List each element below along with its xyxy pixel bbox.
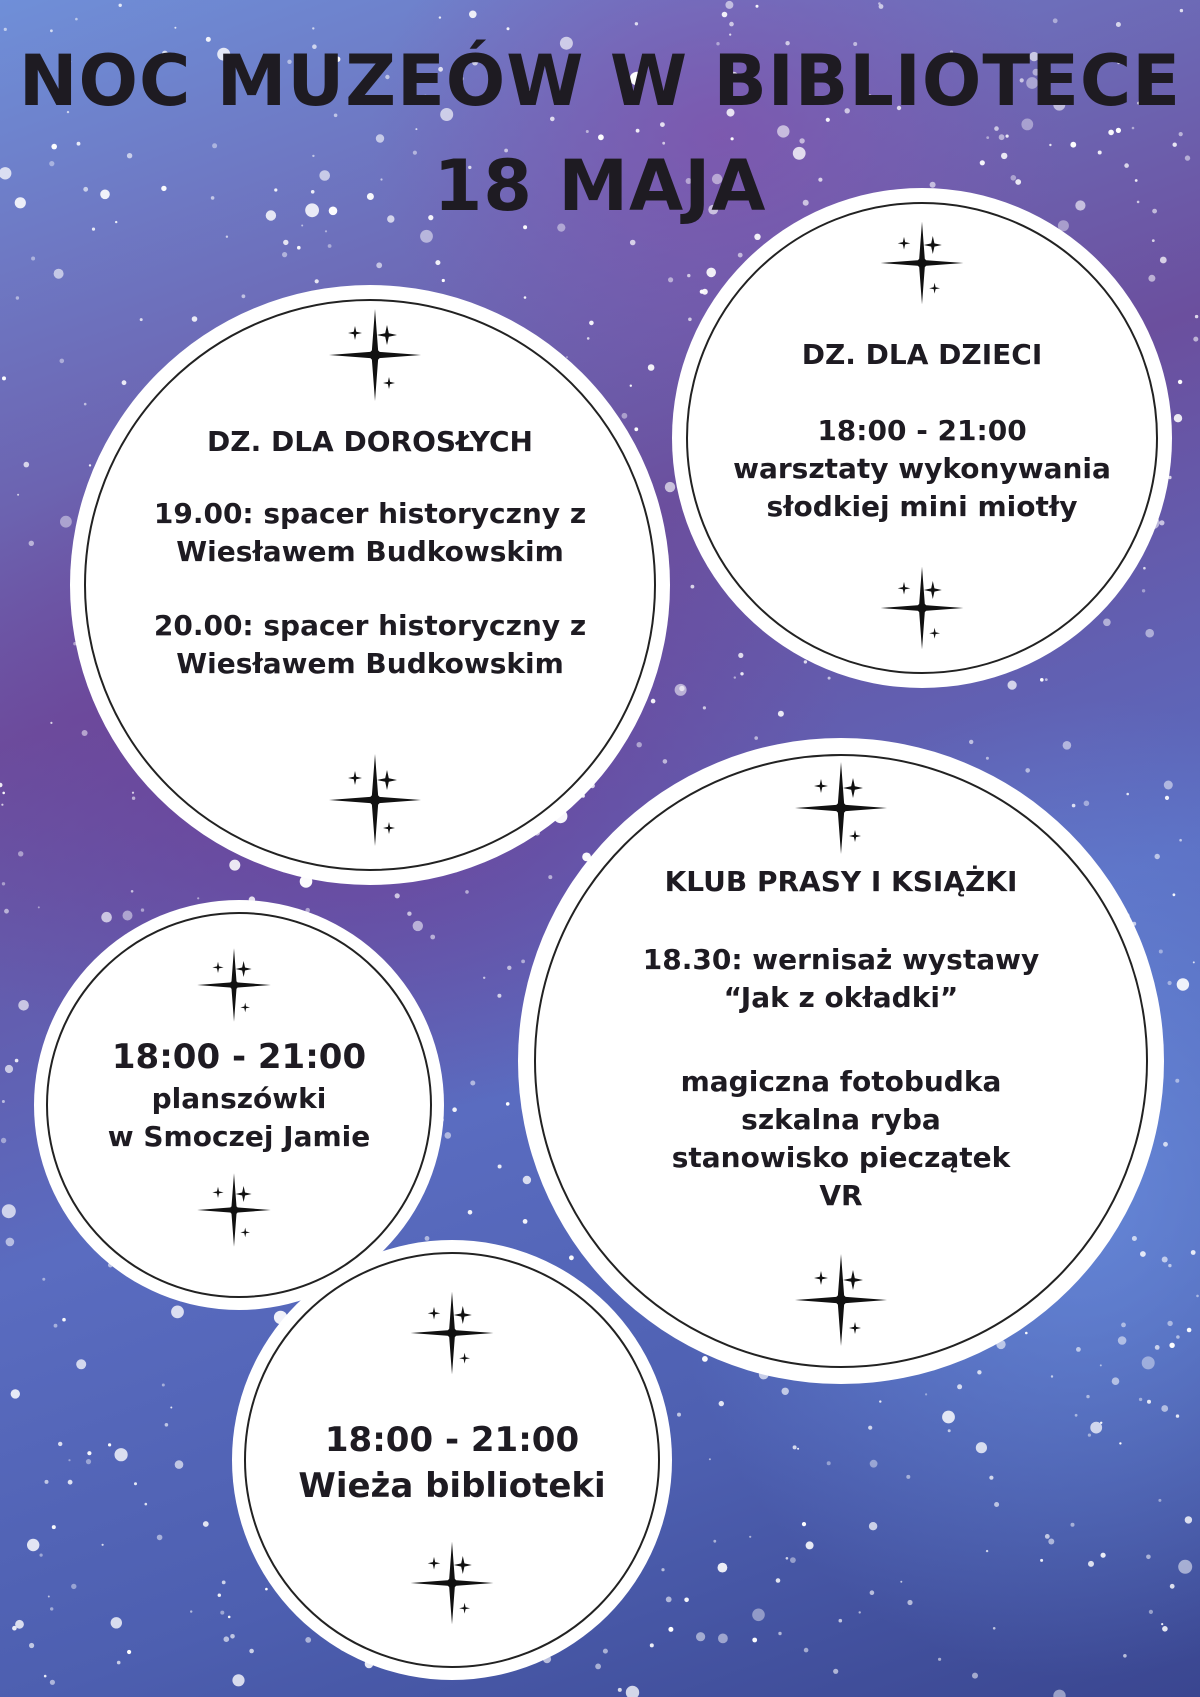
club-heading: KLUB PRASY I KSIĄŻKI: [664, 865, 1018, 898]
sparkle-star-icon: [407, 1538, 497, 1628]
adults-event1-line1: 19.00: spacer historyczny z: [153, 497, 587, 530]
adults-event2-line1: 20.00: spacer historyczny z: [153, 609, 587, 642]
kids-heading: DZ. DLA DZIECI: [801, 338, 1043, 371]
poster-title: NOC MUZEÓW W BIBLIOTECE: [18, 40, 1182, 122]
club-line2: “Jak z okładki”: [723, 981, 959, 1014]
sparkle-star-icon: [877, 563, 967, 653]
sparkle-star-icon: [791, 1250, 891, 1350]
poster-date: 18 MAJA: [433, 145, 767, 227]
club-item2: szkalna ryba: [741, 1103, 941, 1136]
tower-section-circle: [232, 1240, 672, 1680]
adults-event2-line2: Wiesławem Budkowskim: [176, 647, 564, 680]
sparkle-star-icon: [194, 945, 274, 1025]
adults-section-circle: [70, 285, 670, 885]
sparkle-star-icon: [325, 305, 425, 405]
club-item1: magiczna fotobudka: [680, 1065, 1002, 1098]
boardgames-time: 18:00 - 21:00: [111, 1037, 367, 1077]
club-line1: 18.30: wernisaż wystawy: [642, 943, 1040, 976]
kids-section-circle: [672, 188, 1172, 688]
tower-time: 18:00 - 21:00: [324, 1420, 580, 1460]
club-section-circle: [518, 738, 1164, 1384]
boardgames-section-circle: [34, 900, 444, 1310]
tower-line1: Wieża biblioteki: [298, 1466, 606, 1506]
kids-line2: słodkiej mini miotły: [766, 490, 1078, 523]
adults-heading: DZ. DLA DOROSŁYCH: [207, 425, 533, 458]
adults-event1-line2: Wiesławem Budkowskim: [176, 535, 564, 568]
sparkle-star-icon: [407, 1288, 497, 1378]
sparkle-star-icon: [194, 1170, 274, 1250]
boardgames-line1: planszówki: [151, 1082, 327, 1115]
kids-time: 18:00 - 21:00: [817, 414, 1027, 447]
club-item4: VR: [819, 1179, 863, 1212]
sparkle-star-icon: [325, 750, 425, 850]
kids-line1: warsztaty wykonywania: [733, 452, 1111, 485]
sparkle-star-icon: [877, 218, 967, 308]
sparkle-star-icon: [791, 758, 891, 858]
club-item3: stanowisko pieczątek: [671, 1141, 1011, 1174]
boardgames-line2: w Smoczej Jamie: [107, 1120, 371, 1153]
